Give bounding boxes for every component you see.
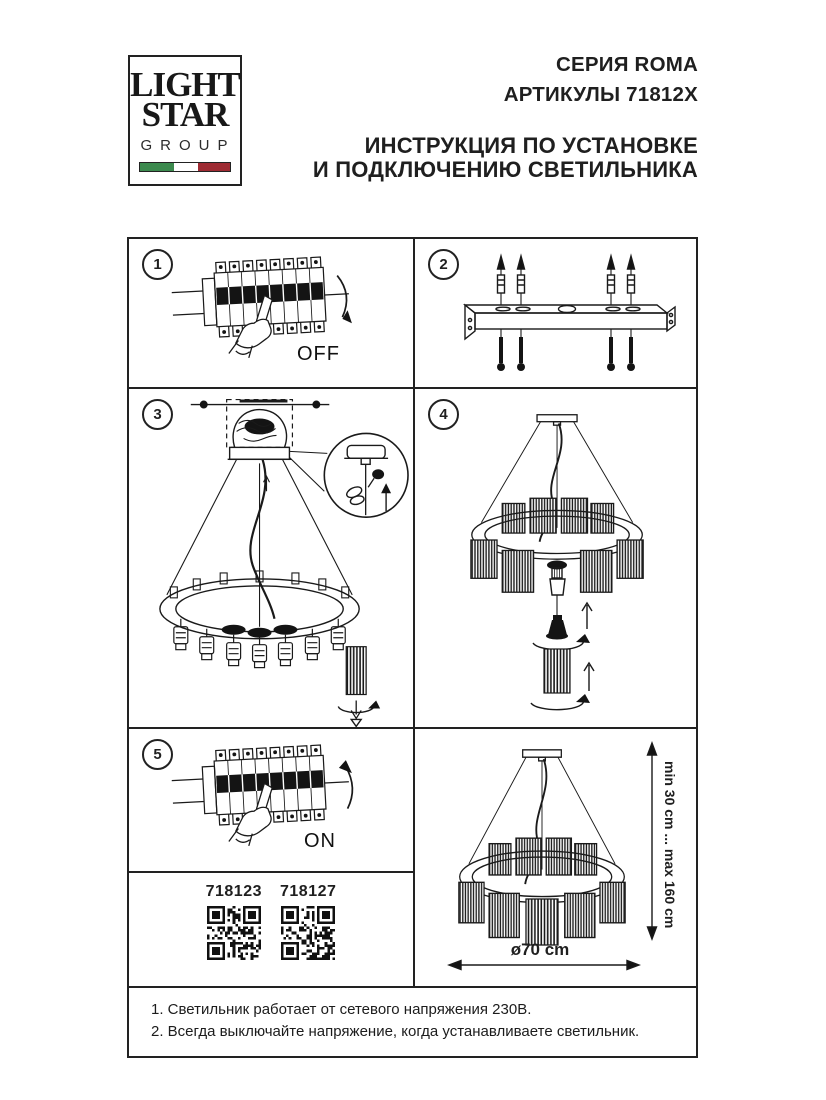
instruction-title-line1: ИНСТРУКЦИЯ ПО УСТАНОВКЕ bbox=[364, 133, 698, 158]
up-arrow bbox=[582, 603, 592, 629]
qr-code-left bbox=[206, 906, 262, 965]
step-1-badge: 1 bbox=[142, 249, 173, 280]
footnote-1: 1. Светильник работает от сетевого напряжения 230В. bbox=[151, 1001, 532, 1018]
step-3-panel bbox=[129, 389, 415, 727]
article-numbers: АРТИКУЛЫ 71812X bbox=[503, 83, 698, 106]
qr-label-right: 718127 bbox=[280, 883, 337, 900]
step-5-panel bbox=[129, 729, 413, 873]
flag-green-segment bbox=[140, 163, 174, 171]
footnote-2: 2. Всегда выключайте напряжение, когда устанавливаете светильник. bbox=[151, 1023, 640, 1040]
circuit-breaker-on-drawing bbox=[167, 741, 367, 871]
header-series-block bbox=[504, 50, 698, 110]
step-1-panel bbox=[129, 239, 415, 387]
rotate-arrow bbox=[531, 700, 583, 710]
qr-item-right bbox=[280, 883, 336, 965]
step-4-panel bbox=[415, 389, 696, 727]
rotate-arrow bbox=[533, 640, 583, 650]
shade-install-detail bbox=[338, 647, 380, 727]
mounting-screws bbox=[497, 329, 635, 371]
cable-lock-magnifier bbox=[324, 433, 408, 517]
diameter-dimension-label: ø70 cm bbox=[510, 940, 570, 959]
height-dimension-label: min 30 cm ... max 160 cm bbox=[662, 761, 678, 929]
step-2-badge: 2 bbox=[428, 249, 459, 280]
flag-white-segment bbox=[174, 163, 197, 171]
installation-steps-grid bbox=[127, 237, 698, 988]
qr-section bbox=[129, 873, 413, 986]
flag-red-segment bbox=[198, 163, 230, 171]
switch-down-arrow bbox=[337, 276, 346, 318]
footnotes-box bbox=[127, 986, 698, 1058]
anchor-bolts bbox=[498, 256, 635, 305]
lightstar-logo bbox=[128, 55, 242, 186]
dimensions-panel bbox=[415, 729, 696, 986]
up-arrow bbox=[584, 663, 594, 691]
italian-flag bbox=[139, 162, 231, 172]
qr-label-left: 718123 bbox=[205, 883, 262, 900]
step-2-panel bbox=[415, 239, 696, 387]
chandelier-assembly-drawing bbox=[129, 389, 413, 727]
step-3-badge: 3 bbox=[142, 399, 173, 430]
logo-group-text: GROUP bbox=[140, 137, 236, 154]
switch-up-arrow bbox=[346, 767, 353, 809]
on-label: ON bbox=[304, 830, 336, 852]
series-title: СЕРИЯ ROMA bbox=[556, 53, 698, 76]
halogen-bulb bbox=[546, 615, 568, 640]
logo-star-text: STAR bbox=[141, 95, 229, 134]
step-4-badge: 4 bbox=[428, 399, 459, 430]
pleated-shade bbox=[544, 649, 570, 693]
instruction-title-line2: И ПОДКЛЮЧЕНИЮ СВЕТИЛЬНИКА bbox=[312, 157, 698, 182]
off-label: OFF bbox=[297, 343, 340, 365]
logo-light-text: LIGHT bbox=[130, 65, 240, 104]
instruction-title bbox=[313, 134, 698, 182]
chandelier-lamp-install-drawing bbox=[415, 389, 700, 727]
qr-code-right bbox=[280, 906, 336, 965]
step-5-badge: 5 bbox=[142, 739, 173, 770]
qr-item-left bbox=[206, 883, 262, 965]
